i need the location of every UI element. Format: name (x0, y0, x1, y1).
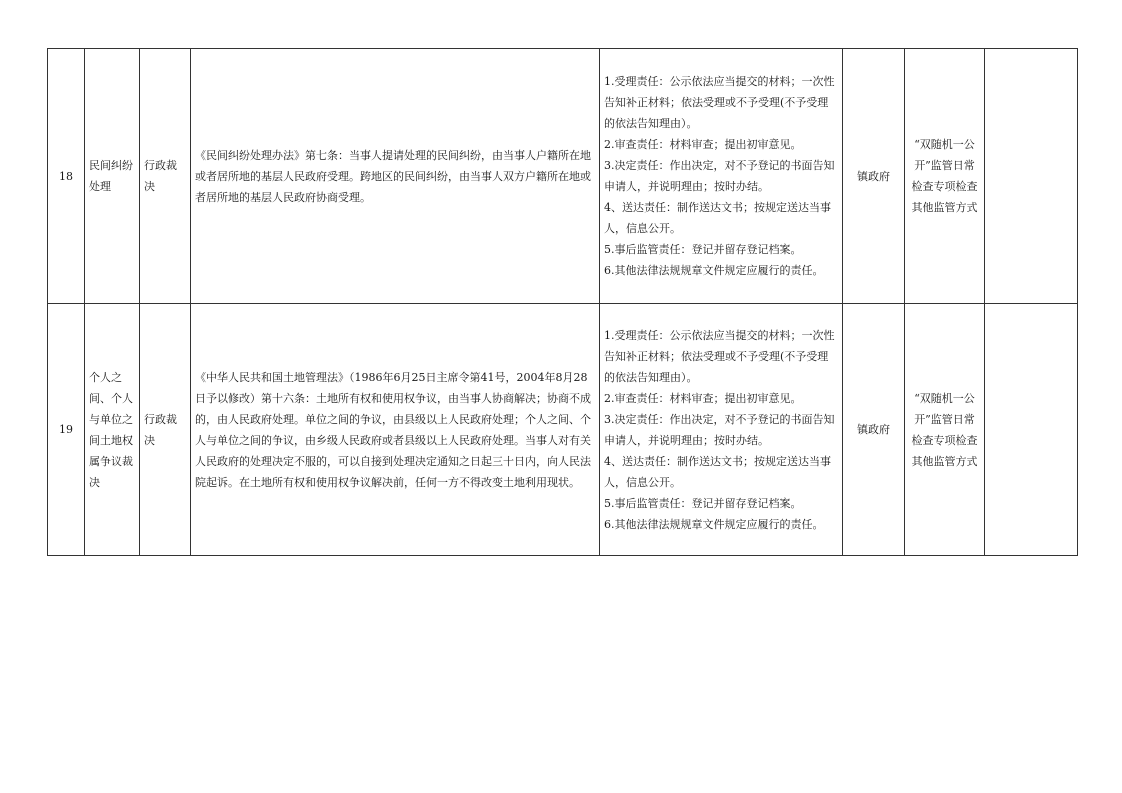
responsibility-list (600, 49, 843, 304)
table-row (48, 304, 1078, 556)
power-list-table (47, 48, 1078, 556)
item-name: 民间纠纷处理 (85, 49, 140, 304)
item-number: 19 (48, 304, 85, 556)
responsible-subject: 镇政府 (843, 49, 905, 304)
responsibility-item: 6.其他法律法规规章文件规定应履行的责任。 (604, 517, 824, 531)
responsibility-item: 4、送达责任：制作送达文书；按规定送达当事人，信息公开。 (604, 201, 831, 235)
item-number: 18 (48, 49, 85, 304)
item-type: 行政裁决 (140, 304, 191, 556)
responsibility-item: 4、送达责任：制作送达文书；按规定送达当事人，信息公开。 (604, 454, 831, 489)
responsibility-item: 2.审查责任：材料审查；提出初审意见。 (604, 138, 802, 151)
responsibility-item: 1.受理责任：公示依法应当提交的材料；一次性告知补正材料；依法受理或不予受理(不予受理的依法告知理由）。 (604, 75, 835, 130)
responsibility-item: 1.受理责任：公示依法应当提交的材料；一次性告知补正材料；依法受理或不予受理(不予受理的依法告知理由）。 (604, 328, 835, 384)
responsibility-list (600, 304, 843, 556)
responsibility-item: 6.其他法律法规规章文件规定应履行的责任。 (604, 264, 824, 277)
responsibility-item: 5.事后监管责任：登记并留存登记档案。 (604, 496, 802, 510)
responsibility-item: 2.审查责任：材料审查；提出初审意见。 (604, 391, 802, 405)
remarks-cell (985, 49, 1078, 304)
responsibility-item: 3.决定责任：作出决定，对不予登记的书面告知申请人，并说明理由；按时办结。 (604, 159, 835, 193)
legal-basis: 《民间纠纷处理办法》第七条：当事人提请处理的民间纠纷，由当事人户籍所在地或者居所地的基层人民政府受理。跨地区的民间纠纷，由当事人双方户籍所在地或者居所地的基层人民政府协商受理。 (191, 49, 600, 304)
remarks-cell (985, 304, 1078, 556)
legal-basis: 《中华人民共和国土地管理法》（1986年6月25日主席令第41号，2004年8月28日予以修改）第十六条：土地所有权和使用权争议，由当事人协商解决；协商不成的，由人民政府处理。单位之间的争议，由县级以上人民政府处理；个人之间、个人与单位之间的争议，由乡级人民政府或者县级以上人民政府处理。当事人对有关人民政府的处理决定不服的，可以自接到处理决定通知之日起三十日内，向人民法院起诉。在土地所有权和使用权争议解决前，任何一方不得改变土地利用现状。 (191, 304, 600, 556)
responsibility-item: 3.决定责任：作出决定，对不予登记的书面告知申请人，并说明理由；按时办结。 (604, 412, 835, 447)
item-type: 行政裁决 (140, 49, 191, 304)
responsible-subject: 镇政府 (843, 304, 905, 556)
item-name: 个人之间、个人与单位之间土地权属争议裁决 (85, 304, 140, 556)
table-row (48, 49, 1078, 304)
supervision-method: “双随机一公开”监管日常检查专项检查其他监管方式 (905, 49, 985, 304)
responsibility-item: 5.事后监管责任：登记并留存登记档案。 (604, 243, 802, 256)
supervision-method: “双随机一公开”监管日常检查专项检查其他监管方式 (905, 304, 985, 556)
